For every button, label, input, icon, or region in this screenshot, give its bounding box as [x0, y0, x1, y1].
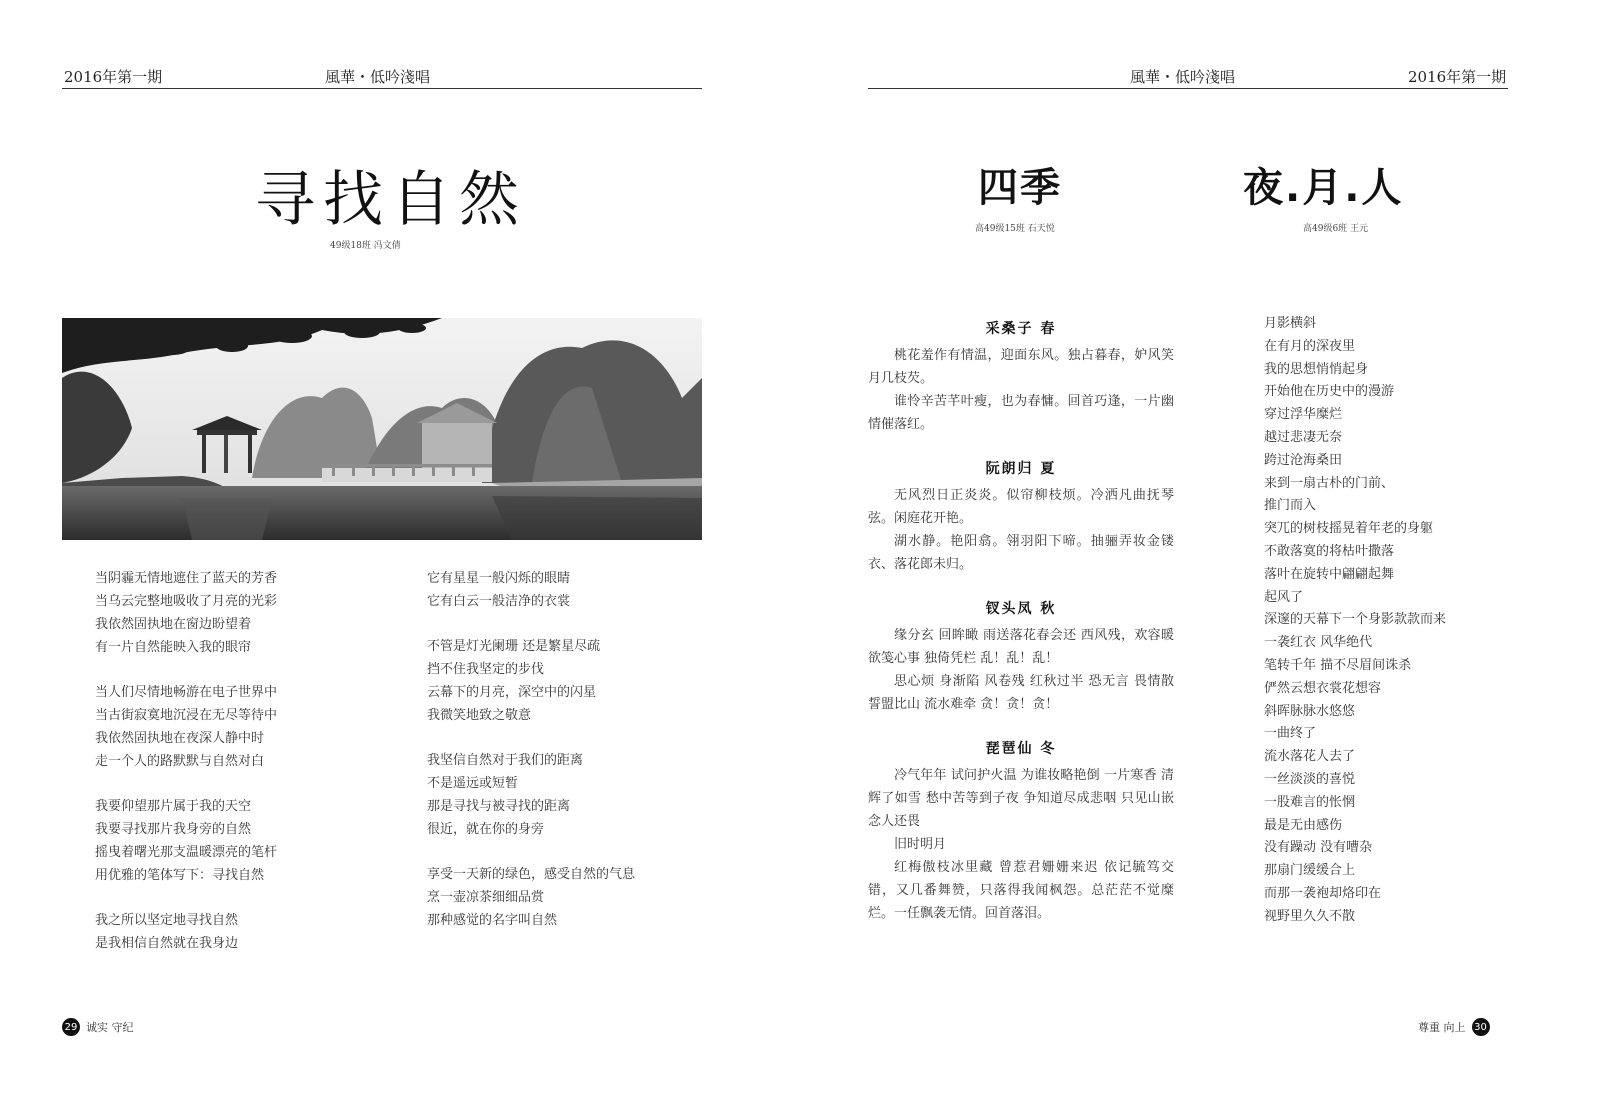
right-header-rule	[868, 88, 1508, 89]
section-title: 琵琶仙 冬	[985, 741, 1057, 757]
section-summer	[868, 458, 1174, 576]
section-spring	[868, 318, 1174, 436]
poem-line: 而那一袭袍却烙印在	[1264, 885, 1382, 901]
left-header-column: 風華・低吟淺唱	[325, 68, 431, 86]
right-byline-1: 高49级15班 石天悦	[975, 224, 1055, 234]
page-number: 29	[62, 1018, 80, 1036]
four-seasons-body	[868, 318, 1174, 925]
right-header-column: 風華・低吟淺唱	[1130, 68, 1236, 86]
stanza	[427, 567, 635, 613]
poem-line: 那种感觉的名字叫自然	[427, 913, 558, 928]
poem-line: 我微笑地致之敬意	[427, 708, 532, 723]
poem-line: 不是遥远或短暂	[427, 776, 519, 791]
poem-line: 当乌云完整地吸收了月亮的光彩	[95, 594, 278, 609]
left-header-issue: 2016年第一期	[64, 68, 163, 86]
left-footer	[62, 1018, 134, 1036]
poem-line: 云幕下的月亮，深空中的闪星	[427, 685, 597, 700]
stanza	[95, 909, 277, 955]
poem-line: 深邃的天幕下一个身影款款而来	[1264, 612, 1447, 628]
poem-line: 那是寻找与被寻找的距离	[427, 799, 571, 814]
poem-line: 摇曳着曙光那支温暖漂亮的笔杆	[95, 845, 278, 860]
poem-line: 它有星星一般闪烁的眼睛	[427, 571, 571, 586]
left-byline: 49级18班 冯文倩	[330, 241, 401, 251]
poem-line: 我要寻找那片我身旁的自然	[95, 822, 252, 837]
right-header-issue: 2016年第一期	[1408, 68, 1507, 86]
left-poem-col2	[427, 567, 635, 954]
poem-line: 走一个人的路默默与自然对白	[95, 754, 265, 769]
stanza	[95, 567, 277, 659]
poem-line: 很近，就在你的身旁	[427, 822, 545, 837]
park-photo	[62, 318, 702, 540]
poem-line: 我之所以坚定地寻找自然	[95, 913, 239, 928]
section-winter	[868, 738, 1174, 925]
poem-line: 穿过浮华糜烂	[1264, 407, 1343, 423]
right-title-night-moon-person: 夜.月.人	[1243, 165, 1404, 211]
poem-line: 来到一扇古朴的门前、	[1264, 475, 1395, 491]
poem-line: 突兀的树枝摇晃着年老的身躯	[1264, 521, 1434, 537]
poem-line: 当古街寂寞地沉浸在无尽等待中	[95, 708, 278, 723]
left-poem-col1	[95, 567, 277, 977]
section-paragraph: 思心烦 身渐陷 风卷残 红秋过半 恐无言 畏情散 誓盟比山 流水难牵 贪！贪！贪！	[868, 674, 1174, 712]
poem-line: 一袭红衣 风华绝代	[1264, 635, 1373, 651]
poem-line: 我要仰望那片属于我的天空	[95, 799, 252, 814]
poem-line: 用优雅的笔体写下：寻找自然	[95, 868, 265, 883]
poem-line: 一曲终了	[1264, 726, 1317, 742]
poem-line: 一股难言的怅惘	[1264, 794, 1356, 810]
page-number: 30	[1472, 1018, 1490, 1036]
stanza	[427, 749, 635, 841]
footer-motto: 尊重 向上	[1418, 1021, 1466, 1034]
section-paragraph: 缘分玄 回眸瞰 雨送落花春会还 西风残，欢容暖 欲笺心事 独倚凭栏 乱！乱！乱！	[868, 628, 1174, 666]
stanza	[427, 863, 635, 932]
poem-line: 推门而入	[1264, 498, 1317, 514]
footer-motto: 诚实 守纪	[86, 1021, 134, 1034]
poem-line: 是我相信自然就在我身边	[95, 936, 239, 951]
stanza	[95, 795, 277, 887]
poem-line: 享受一天新的绿色，感受自然的气息	[427, 867, 636, 882]
poem-line: 没有躁动 没有嘈杂	[1264, 840, 1373, 856]
poem-line: 烹一壶凉茶细细品赏	[427, 890, 545, 905]
poem-line: 它有白云一般洁净的衣裳	[427, 594, 571, 609]
right-byline-2: 高49级6班 王元	[1303, 224, 1369, 234]
poem-line: 我的思想悄悄起身	[1264, 361, 1369, 377]
section-title: 阮朗归 夏	[985, 461, 1057, 477]
poem-line: 月影横斜	[1264, 316, 1317, 331]
poem-line: 笔转千年 描不尽眉间诛杀	[1264, 657, 1412, 673]
left-title: 寻找自然	[255, 165, 527, 235]
poem-line: 最是无由感伤	[1264, 817, 1343, 833]
poem-line: 我依然固执地在夜深人静中时	[95, 731, 265, 746]
poem-line: 开始他在历史中的漫游	[1264, 384, 1395, 400]
poem-line: 有一片自然能映入我的眼帘	[95, 640, 252, 655]
section-paragraph: 无风烈日正炎炎。似帘柳枝烦。冷洒凡曲抚琴弦。闲庭花开艳。	[868, 488, 1174, 526]
poem-line: 不敢落寞的将枯叶撒落	[1264, 543, 1395, 559]
poem-line: 越过悲凄无奈	[1264, 429, 1343, 445]
poem-line: 在有月的深夜里	[1264, 338, 1356, 354]
poem-line: 跨过沧海桑田	[1264, 452, 1343, 468]
poem-line: 起风了	[1264, 589, 1304, 605]
poem-line: 流水落花人去了	[1264, 749, 1356, 765]
poem-line: 挡不住我坚定的步伐	[427, 662, 545, 677]
section-paragraph: 红梅傲枝冰里藏 曾惹君姗姗来迟 依记毓笃交错，又几番舞赞，只落得我闻枫怨。总茫茫不觉糜烂。一任飘袭无情。回首落泪。	[868, 860, 1174, 921]
poem-line: 斜晖脉脉水悠悠	[1264, 703, 1356, 719]
poem-line: 我依然固执地在窗边盼望着	[95, 617, 252, 632]
poem-line: 视野里久久不散	[1264, 908, 1356, 924]
poem-line: 那扇门缓缓合上	[1264, 863, 1356, 879]
poem-line: 当阴霾无情地遮住了蓝天的芳香	[95, 571, 278, 586]
poem-line: 不管是灯光阑珊 还是繁星尽疏	[427, 639, 601, 654]
section-title: 采桑子 春	[985, 321, 1057, 337]
right-footer	[1418, 1018, 1490, 1036]
poem-line: 落叶在旋转中翩翩起舞	[1264, 566, 1395, 582]
section-paragraph: 旧时明月	[894, 837, 947, 852]
section-paragraph: 谁怜辛苦芊叶瘦，也为春慵。回首巧逢，一片幽情催落红。	[868, 394, 1174, 432]
right-title-four-seasons: 四季	[978, 165, 1062, 211]
poem-line: 一丝淡淡的喜悦	[1264, 771, 1356, 787]
left-header-rule	[62, 88, 702, 89]
poem-line: 俨然云想衣裳花想容	[1264, 680, 1382, 696]
section-paragraph: 冷气年年 试问护火温 为谁妆略艳倒 一片寒香 清辉了如雪 愁中苦等到子夜 争知道尽成悲咽 只见山嵌 念人还畏	[868, 768, 1174, 829]
poem-line: 我坚信自然对于我们的距离	[427, 753, 584, 768]
night-moon-poem	[1264, 313, 1446, 929]
section-paragraph: 桃花羞作有情温，迎面东风。独占暮春，妒风笑月几枝芡。	[868, 348, 1174, 386]
poem-line: 当人们尽情地畅游在电子世界中	[95, 685, 278, 700]
section-paragraph: 湖水静。艳阳翕。翎羽阳下啼。抽骊弄妆金镂衣、落花郎未归。	[868, 534, 1174, 572]
section-autumn	[868, 598, 1174, 716]
stanza	[427, 635, 635, 727]
stanza	[95, 681, 277, 773]
section-title: 钗头凤 秋	[985, 601, 1057, 617]
